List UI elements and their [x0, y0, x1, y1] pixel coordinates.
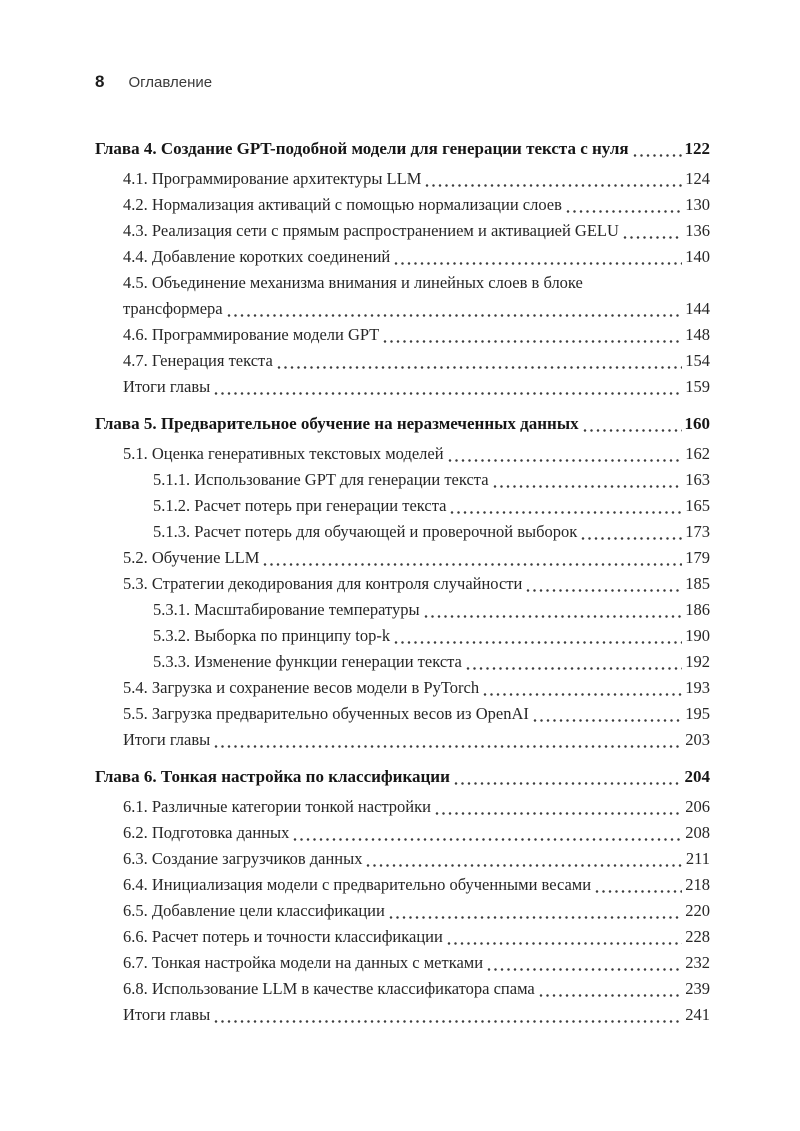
dot-leader — [633, 153, 682, 158]
toc-entry-row — [95, 1002, 710, 1028]
toc-entry-row — [95, 675, 710, 701]
toc-entry-page-number: 204 — [684, 767, 710, 786]
dot-leader — [394, 261, 682, 266]
toc-entry-title: 5.3.3. Изменение функции генерации текста — [153, 652, 462, 671]
toc-entry-page-number: 211 — [685, 849, 710, 868]
toc-entry-row — [95, 950, 710, 976]
toc-entry-page-number: 218 — [685, 875, 710, 894]
toc-entry-page-number: 220 — [685, 901, 710, 920]
toc-entry-title: 5.1. Оценка генеративных текстовых моделей — [123, 444, 444, 463]
toc-entry-row — [95, 218, 710, 244]
toc-entry-title: 4.6. Программирование модели GPT — [123, 325, 380, 344]
dot-leader — [526, 588, 682, 593]
dot-leader — [583, 428, 682, 433]
dot-leader — [566, 209, 682, 214]
toc-entry-row — [95, 976, 710, 1002]
dot-leader — [466, 666, 682, 671]
toc-entry-title: Итоги главы — [123, 1005, 211, 1024]
toc-entry-row — [95, 649, 710, 675]
toc-entry-row — [95, 794, 710, 820]
toc-entry-title: Итоги главы — [123, 377, 211, 396]
running-head — [95, 72, 710, 92]
dot-leader — [435, 811, 682, 816]
toc-entry-row — [95, 727, 710, 753]
toc-entry-title: 5.3.2. Выборка по принципу top-k — [153, 626, 391, 645]
dot-leader — [595, 889, 682, 894]
toc-entry-title: 4.3. Реализация сети с прямым распространением и активацией GELU — [123, 221, 619, 240]
dot-leader — [454, 781, 682, 786]
toc-entry-page-number: 241 — [685, 1005, 710, 1024]
dot-leader — [539, 993, 683, 998]
toc-entry-page-number: 208 — [685, 823, 710, 842]
dot-leader — [581, 536, 682, 541]
dot-leader — [394, 640, 682, 645]
dot-leader — [227, 313, 683, 318]
dot-leader — [487, 967, 682, 972]
toc-entry-title: 5.1.1. Использование GPT для генерации текста — [153, 470, 489, 489]
dot-leader — [214, 391, 682, 396]
dot-leader — [293, 837, 682, 842]
toc-entry-page-number: 159 — [685, 377, 710, 396]
toc-entry-title: 6.2. Подготовка данных — [123, 823, 290, 842]
toc-entry-page-number: 186 — [685, 600, 710, 619]
toc-entry-title: трансформера — [123, 299, 223, 318]
toc-entry-page-number: 136 — [685, 221, 710, 240]
toc-entry-page-number: 232 — [685, 953, 710, 972]
toc-entry-row — [95, 467, 710, 493]
dot-leader — [389, 915, 682, 920]
toc-entry-page-number: 160 — [684, 414, 710, 433]
dot-leader — [383, 339, 682, 344]
toc-entry-row — [95, 898, 710, 924]
toc-entry-page-number: 144 — [685, 299, 710, 318]
toc-entry-row — [95, 571, 710, 597]
dot-leader — [424, 614, 683, 619]
toc-chapter-row — [95, 411, 710, 437]
toc-entry-page-number: 148 — [685, 325, 710, 344]
toc-entry-row — [95, 820, 710, 846]
toc-entry-page-number: 195 — [685, 704, 710, 723]
table-of-contents — [95, 136, 710, 1028]
dot-leader — [448, 458, 683, 463]
toc-entry-title: 4.7. Генерация текста — [123, 351, 273, 370]
dot-leader — [277, 365, 682, 370]
running-head-title: Оглавление — [128, 74, 213, 91]
toc-entry-page-number: 206 — [685, 797, 710, 816]
toc-entry-page-number: 140 — [685, 247, 710, 266]
toc-entry-page-number: 193 — [685, 678, 710, 697]
toc-entry-row — [95, 322, 710, 348]
toc-entry-title: 6.6. Расчет потерь и точности классификации — [123, 927, 443, 946]
dot-leader — [214, 1019, 682, 1024]
toc-entry-title: 4.5. Объединение механизма внимания и линейных слоев в блоке — [123, 273, 583, 292]
toc-entry-page-number: 130 — [685, 195, 710, 214]
toc-entry-page-number: 190 — [685, 626, 710, 645]
toc-entry-row — [95, 296, 710, 322]
toc-entry-page-number: 179 — [685, 548, 710, 567]
toc-entry-page-number: 163 — [685, 470, 710, 489]
toc-entry-page-number: 173 — [685, 522, 710, 541]
toc-entry-title: 4.4. Добавление коротких соединений — [123, 247, 391, 266]
dot-leader — [623, 235, 682, 240]
toc-entry-title: 5.4. Загрузка и сохранение весов модели в PyTorch — [123, 678, 480, 697]
toc-entry-title: 5.2. Обучение LLM — [123, 548, 260, 567]
dot-leader — [533, 718, 682, 723]
dot-leader — [263, 562, 682, 567]
toc-entry-page-number: 228 — [685, 927, 710, 946]
toc-entry-row — [95, 872, 710, 898]
toc-entry-page-number: 122 — [684, 139, 710, 158]
toc-entry-title: 5.1.3. Расчет потерь для обучающей и проверочной выборок — [153, 522, 578, 541]
toc-entry-row — [95, 545, 710, 571]
dot-leader — [450, 510, 682, 515]
toc-entry-row — [95, 348, 710, 374]
toc-entry-page-number: 185 — [685, 574, 710, 593]
dot-leader — [447, 941, 682, 946]
toc-entry-row — [95, 519, 710, 545]
toc-chapter-row — [95, 764, 710, 790]
toc-entry-title: 6.4. Инициализация модели с предварительно обученными весами — [123, 875, 592, 894]
toc-entry-row — [95, 597, 710, 623]
toc-entry-title: 5.3.1. Масштабирование температуры — [153, 600, 420, 619]
dot-leader — [214, 744, 682, 749]
toc-chapter-title: Глава 4. Создание GPT-подобной модели для генерации текста с нуля — [95, 139, 629, 158]
toc-entry-row — [95, 493, 710, 519]
toc-entry-row — [95, 846, 710, 872]
dot-leader — [425, 183, 682, 188]
toc-entry-title: 6.5. Добавление цели классификации — [123, 901, 385, 920]
toc-entry-title: 5.3. Стратегии декодирования для контроля случайности — [123, 574, 523, 593]
toc-entry-title: 4.1. Программирование архитектуры LLM — [123, 169, 422, 188]
toc-entry-page-number: 154 — [685, 351, 710, 370]
toc-chapter-title: Глава 6. Тонкая настройка по классификации — [95, 767, 450, 786]
toc-entry-page-number: 165 — [685, 496, 710, 515]
toc-entry-row — [95, 374, 710, 400]
toc-entry-title: 6.1. Различные категории тонкой настройки — [123, 797, 431, 816]
toc-entry-row — [95, 166, 710, 192]
toc-chapter-row — [95, 136, 710, 162]
toc-entry-page-number: 239 — [685, 979, 710, 998]
dot-leader — [483, 692, 682, 697]
toc-entry-title: 5.1.2. Расчет потерь при генерации текста — [153, 496, 447, 515]
toc-entry-page-number: 162 — [685, 444, 710, 463]
toc-entry-title: 6.8. Использование LLM в качестве классификатора спама — [123, 979, 535, 998]
toc-entry-title: 6.3. Создание загрузчиков данных — [123, 849, 363, 868]
toc-entry-title: 4.2. Нормализация активаций с помощью нормализации слоев — [123, 195, 562, 214]
toc-entry-row — [95, 192, 710, 218]
toc-entry-row — [95, 244, 710, 270]
toc-entry-row — [95, 270, 710, 296]
toc-entry-title: Итоги главы — [123, 730, 211, 749]
toc-entry-row — [95, 623, 710, 649]
dot-leader — [366, 863, 682, 868]
toc-entry-title: 5.5. Загрузка предварительно обученных весов из OpenAI — [123, 704, 529, 723]
toc-entry-row — [95, 924, 710, 950]
toc-entry-row — [95, 441, 710, 467]
toc-entry-page-number: 124 — [685, 169, 710, 188]
toc-chapter-title: Глава 5. Предварительное обучение на неразмеченных данных — [95, 414, 579, 433]
toc-entry-page-number: 192 — [685, 652, 710, 671]
toc-entry-page-number: 203 — [685, 730, 710, 749]
toc-entry-row — [95, 701, 710, 727]
page-number: 8 — [95, 72, 105, 91]
toc-entry-title: 6.7. Тонкая настройка модели на данных с метками — [123, 953, 484, 972]
dot-leader — [493, 484, 683, 489]
